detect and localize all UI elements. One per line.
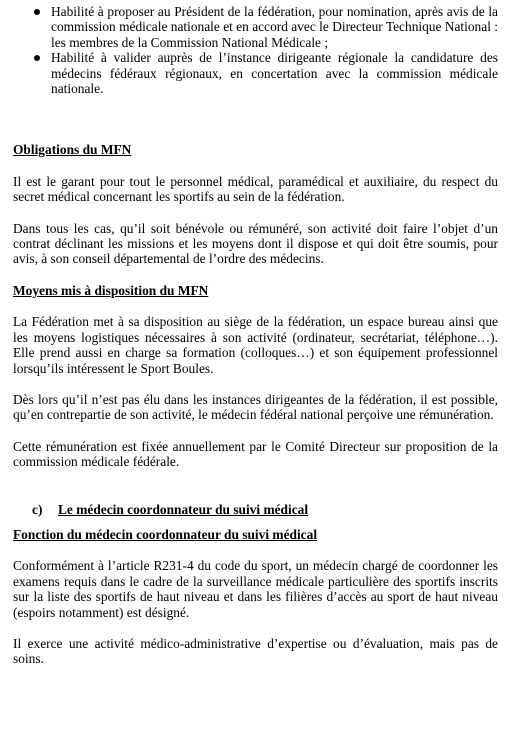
obligations-paragraph-1: Il est le garant pour tout le personnel médical, paramédical et auxiliaire, du respect du secret médical concernant les sportifs au sein de la fédération. <box>13 173 498 205</box>
bullet-icon <box>34 9 40 15</box>
moyens-paragraph-1: La Fédération met à sa disposition au siège de la fédération, un espace bureau ainsi que les moyens logistiques nécessaires à son activité (ordinateur, secrétariat, téléphone…). Elle prend aussi en charge sa formation (colloques…) et son équipement professionnel lorsqu’ils intéressent le Sport Boules. <box>13 314 498 376</box>
bullet-list <box>13 4 498 96</box>
bullet-icon <box>34 55 40 61</box>
moyens-heading: Moyens mis à disposition du MFN <box>13 282 209 298</box>
moyens-paragraph-3: Cette rémunération est fixée annuellement par le Comité Directeur sur proposition de la commission médicale fédérale. <box>13 438 498 470</box>
section-c-heading <box>13 502 498 517</box>
fonction-paragraph-2: Il exerce une activité médico-administrative d’expertise ou d’évaluation, mais pas de soins. <box>13 635 498 667</box>
bullet-text: Habilité à proposer au Président de la fédération, pour nomination, après avis de la commission médicale nationale et en accord avec le Directeur Technique National : les membres de la Commission National Médicale ; <box>51 4 498 50</box>
moyens-paragraph-2: Dès lors qu’il n’est pas élu dans les instances dirigeantes de la fédération, il est possible, qu’en contrepartie de son activité, le médecin fédéral national perçoive une rémunération. <box>13 391 498 423</box>
section-marker: c) <box>32 501 43 517</box>
obligations-paragraph-2: Dans tous les cas, qu’il soit bénévole ou rémunéré, son activité doit faire l’objet d’un contrat déclinant les missions et les moyens dont il dispose et qui doit être soumis, pour avis, à son conseil départemental de l’ordre des médecins. <box>13 220 498 267</box>
fonction-paragraph-1: Conformément à l’article R231-4 du code du sport, un médecin chargé de coordonner les examens requis dans le cadre de la surveillance médicale particulière des sportifs inscrits sur la liste des sportifs de haut niveau et dans les filières d’accès au sport de haut niveau (espoirs notamment) est désigné. <box>13 558 498 620</box>
section-title: Le médecin coordonnateur du suivi médical <box>58 501 309 517</box>
bullet-text: Habilité à valider auprès de l’instance dirigeante régionale la candidature des médecins fédéraux régionaux, en concertation avec la commission médicale nationale. <box>51 50 498 97</box>
obligations-heading: Obligations du MFN <box>13 142 132 158</box>
bullet-item <box>13 50 498 96</box>
bullet-item <box>13 4 498 50</box>
fonction-heading: Fonction du médecin coordonnateur du suivi médical <box>13 526 318 542</box>
